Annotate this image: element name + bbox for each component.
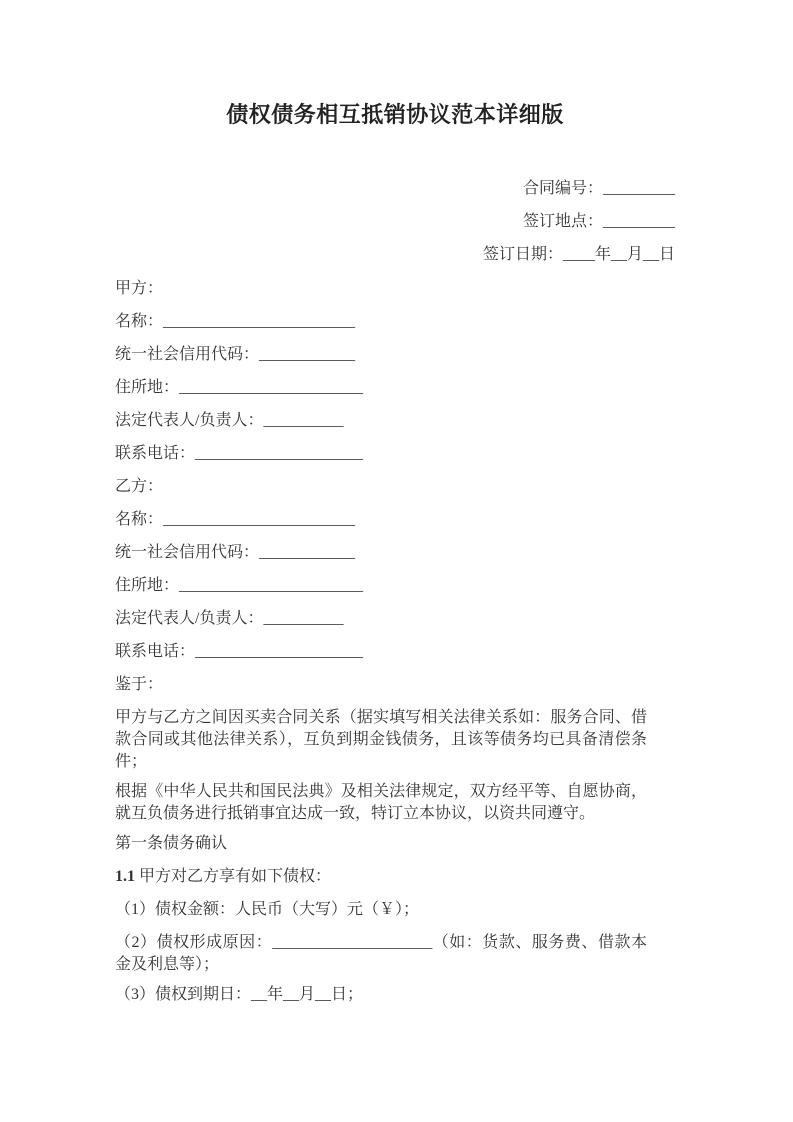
debt-item-1-amount: （1）债权金额：人民币（大写）元（￥）；	[115, 901, 420, 918]
party-b-name-field: 名称：________________________	[115, 511, 356, 528]
party-b-legal-rep-field: 法定代表人/负责人：__________	[115, 610, 344, 627]
party-b-heading: 乙方：	[115, 478, 164, 495]
document-title: 债权债务相互抵销协议范本详细版	[226, 102, 564, 127]
recital-paragraph-2: 根据《中华人民共和国民法典》及相关法律规定，双方经平等、自愿协商，就互负债务进行抵销事宜达成一致，特订立本协议，以资共同遵守。	[115, 783, 647, 822]
signing-date-line: 签订日期：____年__月__日	[482, 246, 675, 263]
party-a-credit-code-field: 统一社会信用代码：____________	[115, 346, 356, 363]
clause-1-1	[115, 866, 675, 888]
recital-paragraph-1: 甲方与乙方之间因买卖合同关系（据实填写相关法律关系如：服务合同、借款合同或其他法律关系），互负到期金钱债务，且该等债务均已具备清偿条件；	[115, 709, 647, 770]
debt-item-2-cause: （2）债权形成原因：____________________（如：货款、服务费、借款本金及利息等）；	[115, 934, 647, 973]
party-b-address-field: 住所地：_______________________	[115, 577, 364, 594]
section-1-heading: 第一条债务确认	[115, 835, 228, 852]
signing-place-line: 签订地点：_________	[522, 213, 675, 230]
clause-1-1-number: 1.1	[115, 868, 135, 885]
debt-item-3-due-date: （3）债权到期日：__年__月__日；	[115, 986, 364, 1003]
party-b-credit-code-field: 统一社会信用代码：____________	[115, 544, 356, 561]
party-a-heading: 甲方：	[115, 280, 164, 297]
clause-1-1-text: 甲方对乙方享有如下债权：	[139, 868, 332, 885]
party-a-legal-rep-field: 法定代表人/负责人：__________	[115, 412, 344, 429]
parties-block	[115, 278, 675, 696]
party-b-phone-field: 联系电话：_____________________	[115, 643, 364, 660]
party-a-address-field: 住所地：_______________________	[115, 379, 364, 396]
party-a-name-field: 名称：________________________	[115, 313, 356, 330]
party-a-phone-field: 联系电话：_____________________	[115, 445, 364, 462]
contract-number-line: 合同编号：_________	[522, 180, 675, 197]
whereas-label: 鉴于：	[115, 676, 164, 693]
meta-block	[115, 178, 675, 266]
